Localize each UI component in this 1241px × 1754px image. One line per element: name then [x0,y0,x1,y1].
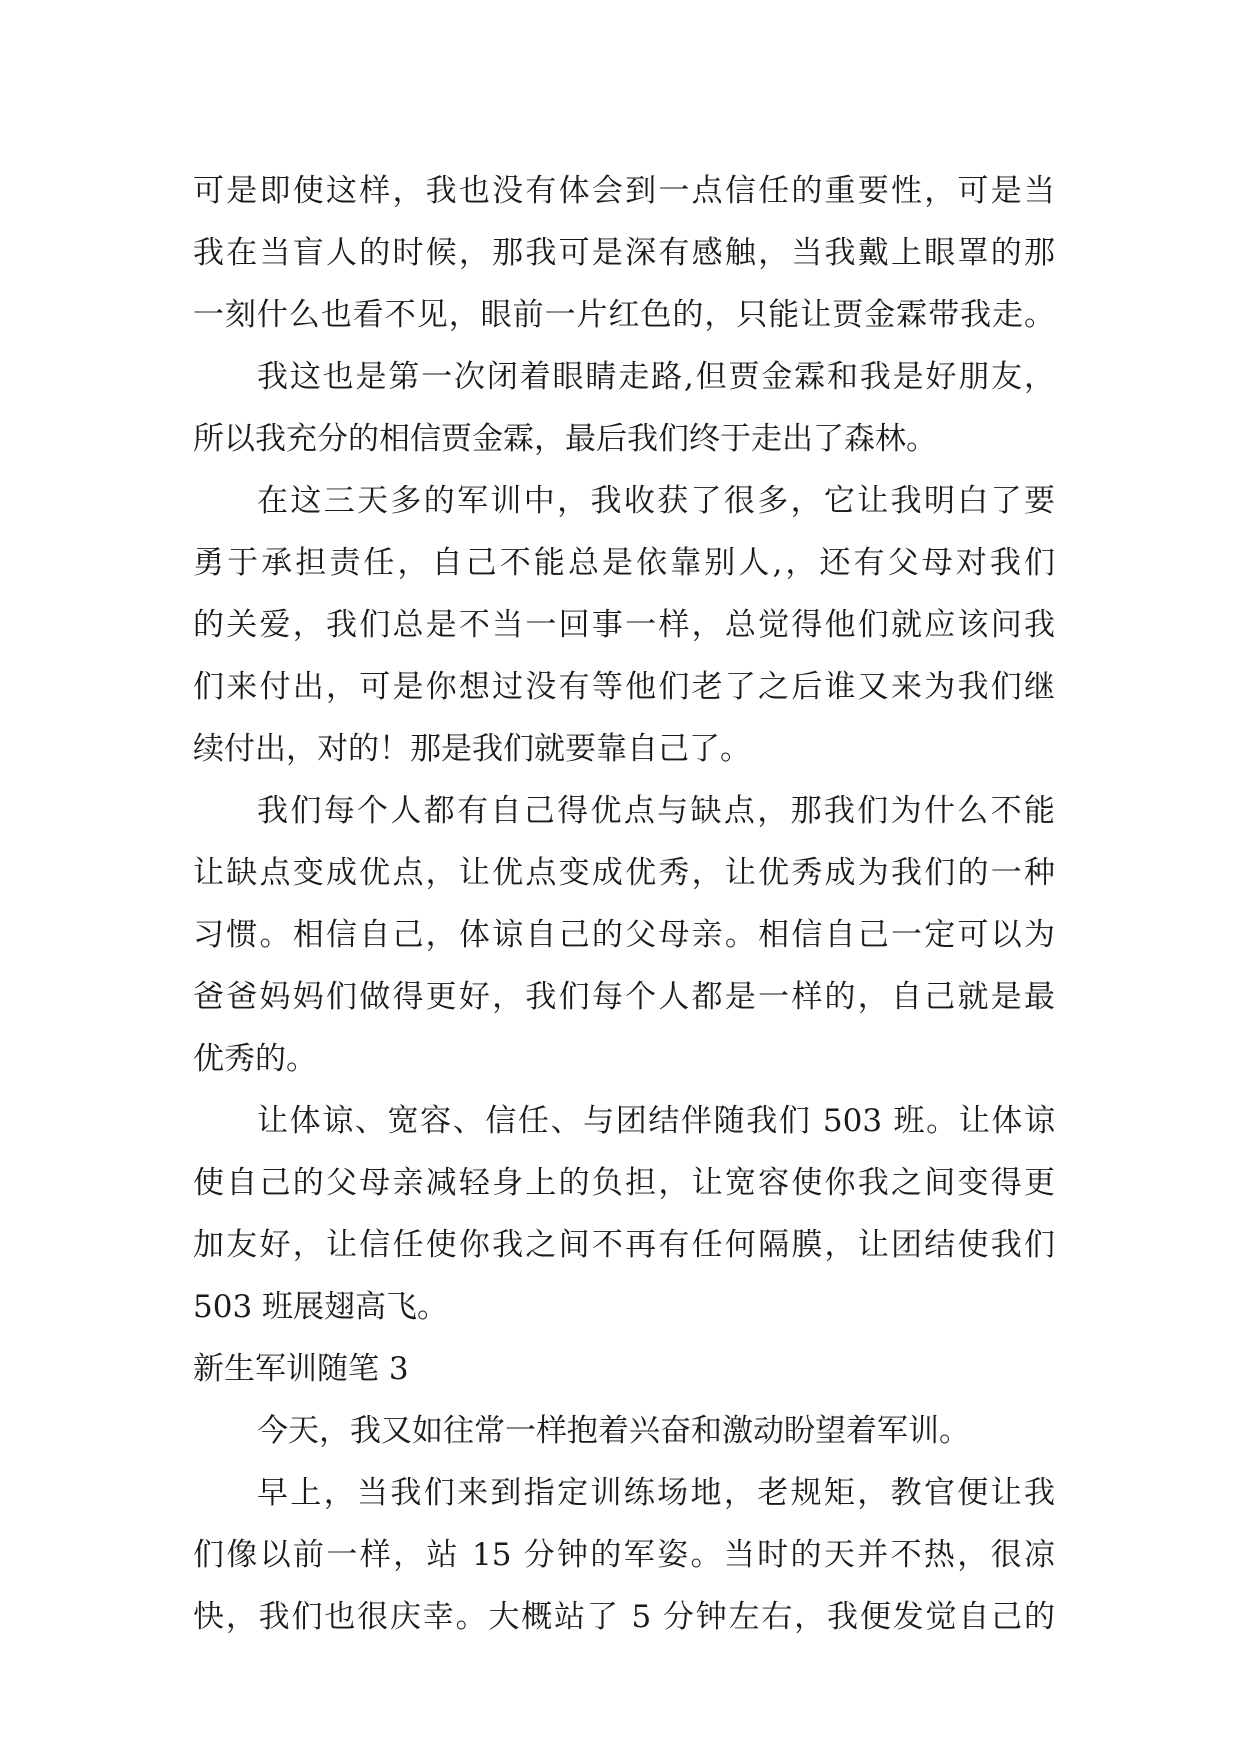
section-heading: 新生军训随笔 3 [193,1351,409,1387]
text-line: 爸爸妈妈们做得更好，我们每个人都是一样的，自己就是最 [193,979,1055,1015]
text-line: 优秀的。 [193,1041,317,1077]
text-line: 们像以前一样，站 15 分钟的军姿。当时的天并不热，很凉 [193,1537,1055,1573]
text-line: 让缺点变成优点，让优点变成优秀，让优秀成为我们的一种 [193,855,1055,891]
text-line: 可是即使这样，我也没有体会到一点信任的重要性，可是当 [193,173,1055,209]
text-line: 加友好，让信任使你我之间不再有任何隔膜，让团结使我们 [193,1227,1055,1263]
text-line: 早上，当我们来到指定训练场地，老规矩，教官便让我 [257,1475,1055,1511]
text-line: 在这三天多的军训中，我收获了很多，它让我明白了要 [257,483,1055,519]
paragraph [193,780,1055,1090]
text-line: 快，我们也很庆幸。大概站了 5 分钟左右，我便发觉自己的 [193,1599,1055,1635]
text-line: 续付出，对的！那是我们就要靠自己了。 [193,731,751,767]
text-line: 503 班展翅高飞。 [193,1289,449,1325]
text-line: 的关爱，我们总是不当一回事一样，总觉得他们就应该问我 [193,607,1055,643]
text-line: 所以我充分的相信贾金霖，最后我们终于走出了森林。 [193,421,937,457]
text-line: 习惯。相信自己，体谅自己的父母亲。相信自己一定可以为 [193,917,1055,953]
paragraph [193,1400,1055,1462]
text-line: 勇于承担责任，自己不能总是依靠别人,，还有父母对我们 [193,545,1055,581]
text-line: 我在当盲人的时候，那我可是深有感触，当我戴上眼罩的那 [193,235,1055,271]
text-line: 让体谅、宽容、信任、与团结伴随我们 503 班。让体谅 [257,1103,1055,1139]
text-line: 使自己的父母亲减轻身上的负担，让宽容使你我之间变得更 [193,1165,1055,1201]
paragraph [193,160,1055,346]
text-line: 我这也是第一次闭着眼睛走路,但贾金霖和我是好朋友， [257,359,1055,395]
paragraph [193,1462,1055,1648]
text-line: 们来付出，可是你想过没有等他们老了之后谁又来为我们继 [193,669,1055,705]
paragraph [193,1090,1055,1338]
text-line: 今天，我又如往常一样抱着兴奋和激动盼望着军训。 [257,1413,970,1449]
paragraph [193,346,1055,470]
paragraph [193,470,1055,780]
text-line: 一刻什么也看不见，眼前一片红色的，只能让贾金霖带我走。 [193,297,1055,333]
text-line: 我们每个人都有自己得优点与缺点，那我们为什么不能 [257,793,1055,829]
document-page [193,160,1055,1648]
